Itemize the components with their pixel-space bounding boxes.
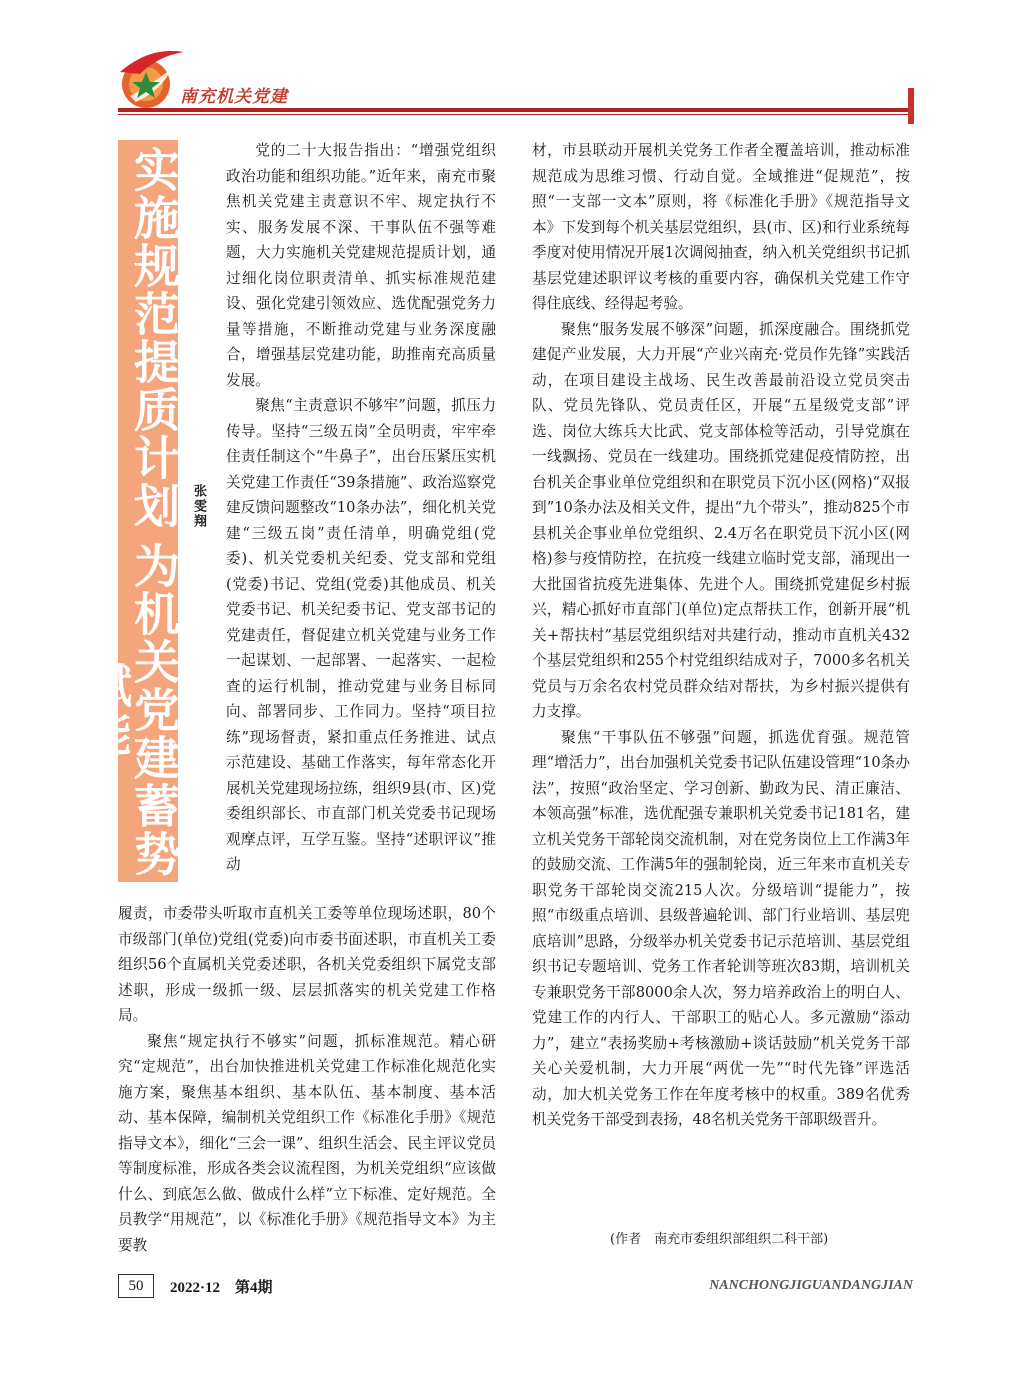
title-part-2: 为机关党建蓄势赋能 xyxy=(79,542,181,878)
page-number: 50 xyxy=(118,1274,154,1298)
author-name: 张雯翔 xyxy=(191,484,206,529)
paragraph: 聚焦“服务发展不够深”问题，抓深度融合。围绕抓党建促产业发展，大力开展“产业兴南充·党员作先锋”实践活动，在项目建设主战场、民生改善最前沿设立党员突击队、党员先锋队、党员责任区，开展“五星级党支部”评选、岗位大练兵大比武、党支部体检等活动，引导党旗在一线飘扬、党员在一线建功。围绕抓党建促疫情防控，出台机关企事业单位党组织和在职党员下沉小区(网格)“双报到”10条办法及相关文件，提出“九个带头”，推动825个市县机关企事业单位党组织、2.4万名在职党员下沉小区(网格)参与疫情防控，在抗疫一线建立临时党支部，涌现出一大批国省抗疫先进集体、先进个人。围绕抓党建促乡村振兴，精心抓好市直部门(单位)定点帮扶工作，创新开展“机关+帮扶村”基层党组织结对共建行动，推动市直机关432个基层党组织和255个村党组织结成对子，7000多名机关党员与万余名农村党员群众结对帮扶，为乡村振兴提供有力支撑。 xyxy=(532,320,910,720)
paragraph: 聚焦“主责意识不够牢”问题，抓压力传导。坚持“三级五岗”全员明责，牢牢牵住责任制这个“牛鼻子”，出台压紧压实机关党建工作责任“39条措施”、政治巡察党建反馈问题整改“10条办法”，细化机关党建“三级五岗”责任清单，明确党组(党委)、机关党委机关纪委、党支部和党组(党委)书记、党组(党委)其他成员、机关党委书记、机关纪委书记、党支部书记的党建责任，督促建立机关党建与业务工作一起谋划、一起部署、一起落实、一起检查的运行机制，推动党建与业务目标同向、部署同步、工作同力。坚持“项目拉练”现场督责，紧扣重点任务推进、试点示范建设、基础工作落实，每年常态化开展机关党建现场拉练，组织9县(市、区)党委组织部长、市直部门机关党委书记现场观摩点评，互学互鉴。坚持“述职评议”推动 xyxy=(226,397,496,873)
header-rule xyxy=(118,108,908,112)
paragraph: 聚焦“规定执行不够实”问题，抓标准规范。精心研究“定规范”，出台加快推进机关党建工作标准化规范化实施方案，聚焦基本组织、基本队伍、基本制度、基本活动、基本保障，编制机关党组织工作《标准化手册》《规范指导文本》，细化“三会一课”、组织生活会、民主评议党员等制度标准，形成各类会议流程图，为机关党组织“应该做什么、到底怎么做、做成什么样”立下标准、定好规范。全员教学“用规范”，以《标准化手册》《规范指导文本》为主要教 xyxy=(118,1032,496,1254)
paragraph: 履责，市委带头听取市直机关工委等单位现场述职，80个市级部门(单位)党组(党委)向市委书面述职，市直机关工委组织56个直属机关党委述职，各机关党委组织下属党支部述职，形成一级抓一级、层层抓落实的机关党建工作格局。 xyxy=(118,905,496,1024)
logo-icon xyxy=(110,38,190,118)
issue-info: 2022·12 第4期 xyxy=(170,1280,273,1296)
column-right xyxy=(532,138,910,1133)
paragraph: 党的二十大报告指出：“增强党组织政治功能和组织功能。”近年来，南充市聚焦机关党建主责意识不牢、规定执行不实、服务发展不深、干事队伍不强等难题，大力实施机关党建规范提质计划，通过细化岗位职责清单、抓实标准规范建设、强化党建引领效应、选优配强党务力量等措施，不断推动党建与业务深度融合，增强基层党建功能，助推南充高质量发展。 xyxy=(226,142,496,389)
header-accent-bar xyxy=(908,88,914,124)
column-left-top xyxy=(226,138,496,878)
brand-name: 南充机关党建 xyxy=(180,87,288,107)
title-part-1: 实施规范提质计划 xyxy=(127,146,181,530)
header-rule-thin xyxy=(118,114,908,115)
publication-name: NANCHONGJIGUANDANGJIAN xyxy=(709,1278,913,1293)
masthead xyxy=(110,38,320,118)
paragraph: 聚焦“干事队伍不够强”问题，抓选优育强。规范管理“增活力”，出台加强机关党委书记队伍建设管理“10条办法”，按照“政治坚定、学习创新、勤政为民、清正廉洁、本领高强”标准，选优配强专兼职机关党委书记181名，建立机关党务干部轮岗交流机制，对在党务岗位上工作满3年的鼓励交流、工作满5年的强制轮岗，近三年来市直机关专职党务干部轮岗交流215人次。分级培训“提能力”，按照“市级重点培训、县级普遍轮训、部门行业培训、基层兜底培训”思路，分级举办机关党委书记示范培训、基层党组织书记专题培训、党务工作者轮训等班次83期，培训机关专兼职党务干部8000余人次，努力培养政治上的明白人、党建工作的内行人、干部职工的贴心人。多元激励“添动力”，建立“表扬奖励+考核激励+谈话鼓励”机关党务干部关心关爱机制，大力开展“两优一先”“时代先锋”评选活动，加大机关党务工作在年度考核中的权重。389名优秀机关党务干部受到表扬，48名机关党务干部职级晋升。 xyxy=(532,728,910,1128)
page-footer xyxy=(118,1270,913,1300)
author-byline: (作者 南充市委组织部组织二科干部) xyxy=(610,1232,829,1247)
column-left-bottom xyxy=(118,901,496,1258)
paragraph: 材，市县联动开展机关党务工作者全覆盖培训，推动标准规范成为思维习惯、行动自觉。全域推进“促规范”，按照“一支部一文本”原则，将《标准化手册》《规范指导文本》下发到每个机关基层党组织，县(市、区)和行业系统每季度对使用情况开展1次调阅抽查，纳入机关党组织书记抓基层党建述职评议考核的重要内容，确保机关党建工作守得住底线、经得起考验。 xyxy=(532,142,910,312)
article-title xyxy=(79,140,181,882)
